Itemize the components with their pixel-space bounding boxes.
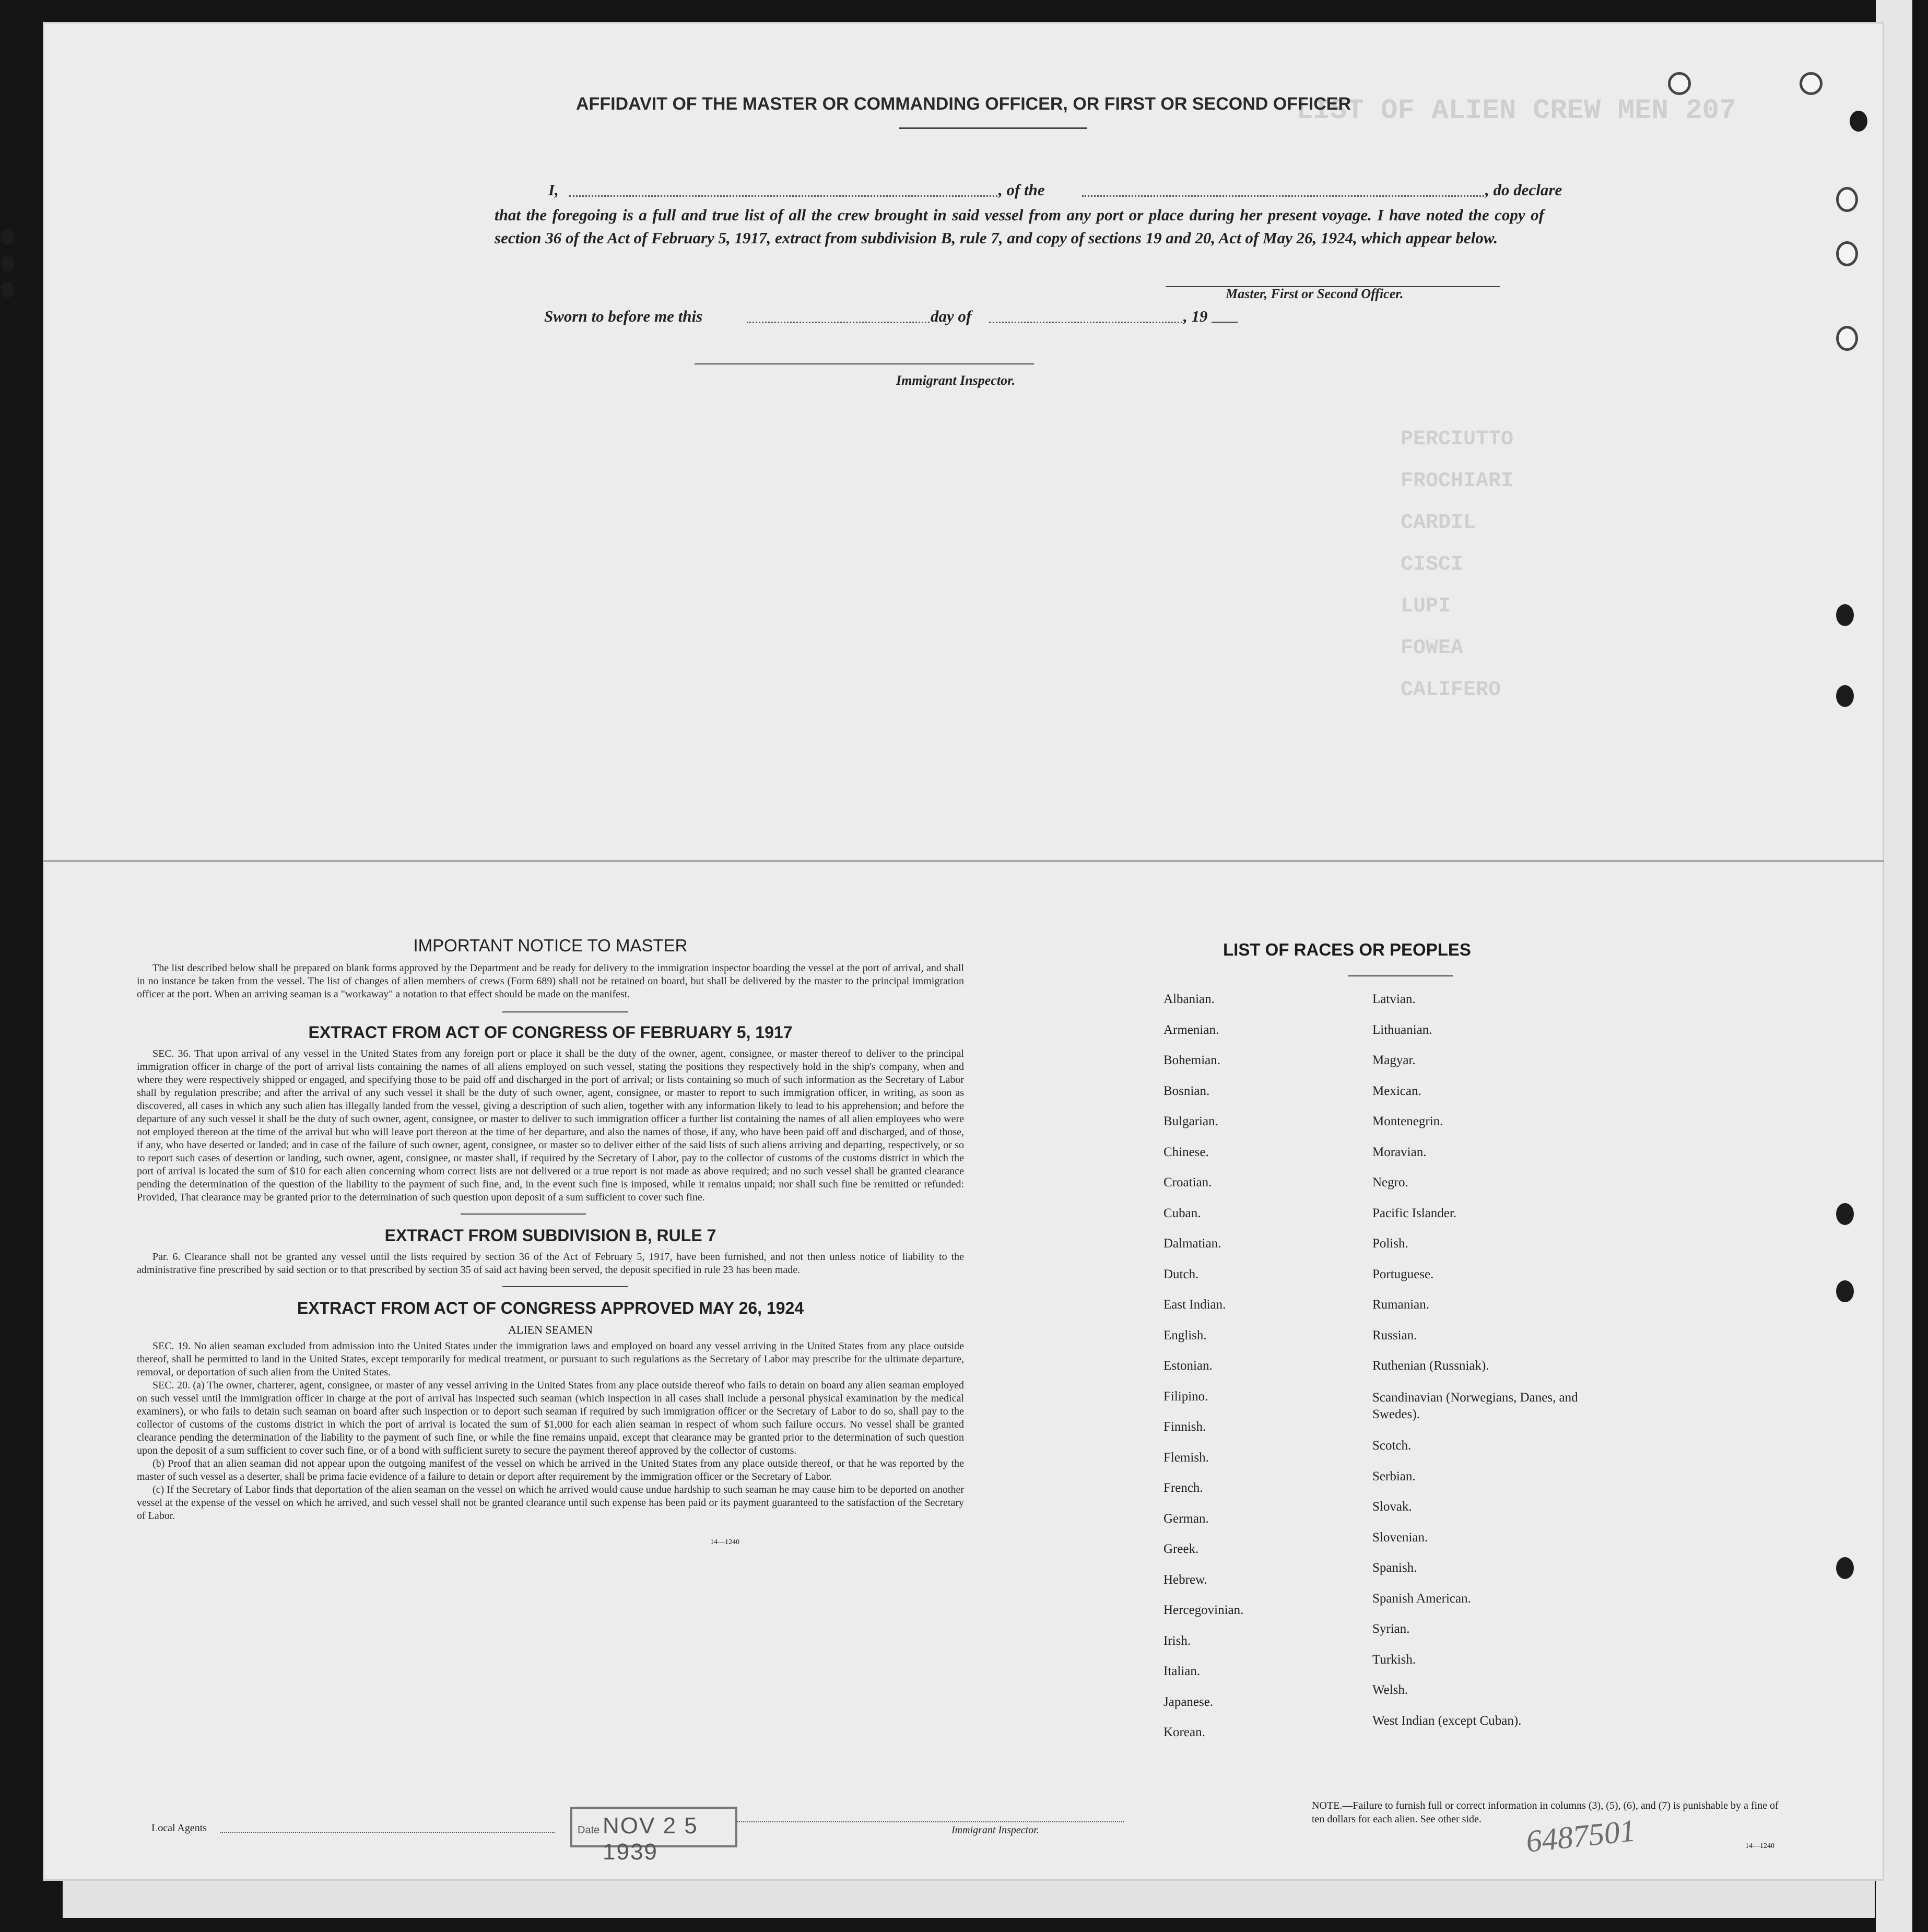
- inspector-signature-line[interactable]: [695, 363, 1034, 364]
- punch-hole: [1836, 187, 1858, 212]
- section-divider: [502, 1286, 628, 1287]
- section-20b-paragraph: (b) Proof that an alien seaman did not appear upon the outgoing manifest of the vessel on which he arrived in the United States from any place outside thereof, or that he was reported by the master of such vessel as a deserter, shall be prima facie evidence of a failure to detain or deport after requirement by the immigration officer or the Secretary of Labor.: [137, 1458, 964, 1482]
- race-item: Rumanian.: [1372, 1298, 1430, 1312]
- sworn-month-line[interactable]: [989, 322, 1182, 323]
- race-item: West Indian (except Cuban).: [1372, 1713, 1522, 1728]
- race-item: Finnish.: [1163, 1420, 1206, 1434]
- race-item: Turkish.: [1372, 1652, 1416, 1667]
- race-item: Russian.: [1372, 1328, 1417, 1342]
- punch-hole: [1836, 1280, 1854, 1302]
- race-item: Ruthenian (Russniak).: [1372, 1359, 1489, 1373]
- section-divider: [502, 1011, 628, 1012]
- extract-1924-text: [137, 1340, 964, 1523]
- notice-text: [137, 962, 964, 1001]
- punch-hole: [1668, 72, 1691, 95]
- declarant-name-line[interactable]: [569, 195, 997, 197]
- footer-note: NOTE.—Failure to furnish full or correct information in columns (3), (5), (6), and (7) is punishable by a fine of ten dollars for each alien. See other side.: [1312, 1800, 1779, 1825]
- race-item: Montenegrin.: [1372, 1114, 1443, 1128]
- bleed-through-column: PERCIUTTO FROCHIARI CARDIL CISCI LUPI FOWEA CALIFERO: [1401, 428, 1514, 702]
- punch-hole: [1836, 685, 1854, 707]
- race-item: Chinese.: [1163, 1145, 1209, 1159]
- race-item: Dutch.: [1163, 1267, 1199, 1281]
- race-item: Polish.: [1372, 1236, 1408, 1251]
- section-19-paragraph: SEC. 19. No alien seaman excluded from admission into the United States under the immigration laws and employed on board any vessel arriving in the United States from any place outside thereof, shall be permitted to land in the United States, except temporarily for medical treatment, or pursuant to such regulations as the Secretary of Labor may prescribe for the ultimate departure, removal, or deportation of such alien from the United States.: [137, 1340, 964, 1378]
- race-item: Syrian.: [1372, 1622, 1410, 1636]
- race-item: Portuguese.: [1372, 1267, 1434, 1281]
- race-item: Latvian.: [1372, 992, 1416, 1006]
- race-item: Bosnian.: [1163, 1083, 1210, 1098]
- race-item: Moravian.: [1372, 1145, 1427, 1159]
- binder-hole: [1, 282, 15, 298]
- extract-1924-title: EXTRACT FROM ACT OF CONGRESS APPROVED MAY 26, 1924: [297, 1299, 804, 1317]
- sworn-year-line[interactable]: [1212, 322, 1238, 323]
- day-of-label: day of: [931, 307, 972, 325]
- extract-rule7-title: EXTRACT FROM SUBDIVISION B, RULE 7: [384, 1226, 716, 1245]
- of-the-label: , of the: [998, 181, 1045, 199]
- fold-line: [43, 860, 1884, 862]
- race-item: Estonian.: [1163, 1359, 1213, 1373]
- punch-hole: [1800, 72, 1823, 95]
- race-item: Irish.: [1163, 1633, 1191, 1648]
- race-item: Pacific Islander.: [1372, 1206, 1457, 1220]
- race-item: Spanish.: [1372, 1561, 1417, 1575]
- declarant-label: I,: [548, 181, 559, 199]
- race-item: Korean.: [1163, 1725, 1205, 1739]
- document-sheet: [43, 22, 1884, 1881]
- left-column: [137, 936, 964, 1547]
- race-item: Cuban.: [1163, 1206, 1201, 1220]
- footer-inspector-line[interactable]: [737, 1821, 1124, 1822]
- race-item: Spanish American.: [1372, 1591, 1471, 1606]
- section-divider: [461, 1214, 586, 1215]
- race-item: Hercegovinian.: [1163, 1603, 1244, 1617]
- race-item: Welsh.: [1372, 1683, 1408, 1697]
- bleed-through-header: LIST OF ALIEN CREW MEN 207: [1296, 95, 1736, 127]
- race-item: Serbian.: [1372, 1469, 1416, 1483]
- notice-paragraph: The list described below shall be prepared on blank forms approved by the Department and be ready for delivery to the immigration inspector boarding the vessel at the port of arrival, and shall in no instance be taken from the vessel. The list of changes of alien members of crews (Form 689) shall not be retained on board, but shall be delivered by the master to the principal immigration officer at the port. When an arriving seaman is a "workaway" a notation to that effect should be made on the manifest.: [137, 962, 964, 1000]
- race-item: Hebrew.: [1163, 1572, 1207, 1587]
- punch-hole: [1836, 326, 1858, 351]
- local-agents-label: Local Agents: [151, 1822, 207, 1834]
- extract-1917-text: [137, 1047, 964, 1204]
- footer-form-number: 14—1240: [1745, 1842, 1774, 1850]
- races-title-underline: [1348, 975, 1453, 976]
- punch-hole: [1836, 1203, 1854, 1225]
- section-20a-paragraph: SEC. 20. (a) The owner, charterer, agent, consignee, or master of any vessel arriving in the United States from any place outside thereof who fails to detain on board any alien seaman employed on such vessel until the immigration officer in charge at the port of arrival has inspected such seaman (which inspection in all cases shall include a personal physical examination by the medical examiners), or who fails to detain such seaman on board after such inspection or to deport such seaman if required by such immigration officer or the Secretary of Labor to do so, shall pay to the collector of customs of the customs district in which the port of arrival is located the sum of $1,000 for each alien seaman in respect of whom such failure occurs. No vessel shall be granted clearance pending the determination of the liability to the payment of such fine, or while the fine remains unpaid, except that clearance may be granted prior to the determination of such question upon the deposit of a sum sufficient to cover such fine, or of a bond with sufficient surety to secure the payment thereof approved by the collector of customs.: [137, 1380, 964, 1456]
- race-item: English.: [1163, 1328, 1207, 1342]
- race-item: Filipino.: [1163, 1389, 1208, 1404]
- sworn-label: Sworn to before me this: [544, 307, 703, 325]
- race-item: East Indian.: [1163, 1298, 1226, 1312]
- sworn-year-label: , 19: [1183, 307, 1208, 325]
- race-item: Magyar.: [1372, 1053, 1416, 1067]
- master-signature-label: Master, First or Second Officer.: [1226, 286, 1404, 301]
- punch-hole: [1836, 604, 1854, 626]
- punch-hole: [1836, 241, 1858, 266]
- stamp-date-label: Date: [578, 1824, 600, 1836]
- do-declare-label: , do declare: [1485, 181, 1562, 199]
- sworn-day-line[interactable]: [747, 322, 930, 323]
- title-underline: [899, 127, 1087, 129]
- notice-title: IMPORTANT NOTICE TO MASTER: [413, 936, 688, 955]
- race-item: Mexican.: [1372, 1083, 1421, 1098]
- race-item: Dalmatian.: [1163, 1236, 1221, 1251]
- handwritten-number: 6487501: [1524, 1813, 1637, 1859]
- race-item: Bulgarian.: [1163, 1114, 1218, 1128]
- punch-hole: [1836, 1557, 1854, 1579]
- race-item: Lithuanian.: [1372, 1022, 1432, 1037]
- race-item: Bohemian.: [1163, 1053, 1221, 1067]
- affidavit-title: AFFIDAVIT OF THE MASTER OR COMMANDING OFFICER, OR FIRST OR SECOND OFFICER: [576, 94, 1351, 114]
- race-item: Greek.: [1163, 1542, 1199, 1556]
- race-item: Italian.: [1163, 1664, 1201, 1678]
- race-item: Flemish.: [1163, 1450, 1209, 1465]
- race-item: Scotch.: [1372, 1439, 1412, 1453]
- date-stamp: [570, 1807, 737, 1865]
- footer-inspector-label: Immigrant Inspector.: [951, 1824, 1039, 1836]
- race-item: Armenian.: [1163, 1022, 1219, 1037]
- race-item: Japanese.: [1163, 1694, 1214, 1709]
- rule7-paragraph: Par. 6. Clearance shall not be granted any vessel until the lists required by section 36 of the Act of February 5, 1917, have been furnished, and not then unless notice of liability to the administrative fine prescribed by said section or to that prescribed by section 35 of said act having been served, the deposit specified in rule 23 has been made.: [137, 1251, 964, 1276]
- race-item: German.: [1163, 1511, 1209, 1526]
- extract-1917-title: EXTRACT FROM ACT OF CONGRESS OF FEBRUARY 5, 1917: [308, 1023, 793, 1042]
- race-item: Albanian.: [1163, 992, 1215, 1006]
- section-20c-paragraph: (c) If the Secretary of Labor finds that deportation of the alien seaman on the vessel on which he arrived would cause undue hardship to such seaman he may cause him to be deported on another vessel at the expense of the vessel on which he arrived, and such vessel shall not be granted clearance until such expense has been paid or its payment guaranteed to the satisfaction of the Secretary of Labor.: [137, 1484, 964, 1522]
- form-number: 14—1240: [710, 1538, 739, 1546]
- vessel-name-line[interactable]: [1082, 195, 1484, 197]
- inspector-signature-label: Immigrant Inspector.: [896, 373, 1016, 388]
- alien-seamen-subtitle: ALIEN SEAMEN: [508, 1323, 593, 1336]
- race-item: Slovenian.: [1372, 1530, 1428, 1545]
- declaration-text: that the foregoing is a full and true list of all the crew brought in said vessel from any port or place during her present voyage. I have noted the copy of section 36 of the Act of February 5, 1917, extract from subdivision B, rule 7, and copy of sections 19 and 20, Act of May 26, 1924, which appear below.: [495, 206, 1544, 247]
- binder-hole: [1, 256, 15, 272]
- extract-rule7-text: [137, 1251, 964, 1277]
- section-36-paragraph: SEC. 36. That upon arrival of any vessel in the United States from any foreign port or place it shall be the duty of the owner, agent, consignee, or master thereof to deliver to the principal immigration officer in charge of the port of arrival lists containing the names of all aliens employed on such vessel, stating the positions they respectively hold in the ship's company, when and where they were respectively shipped or engaged, and specifying those to be paid off and discharged in the port of arrival; or lists containing so much of such information as the Secretary of Labor shall by regulation prescribe; and after the arrival of any such vessel it shall be the duty of such owner, agent, consignee, or master to report to such immigration officer, in writing, as soon as discovered, all cases in which any such alien has illegally landed from the vessel, giving a description of such alien, together with any information likely to lead to his apprehension; and before the departure of any such vessel it shall be the duty of such owner, agent, consignee, or master to deliver to such immigration officer a further list containing the names of all alien employees who were not employed thereon at the time of the arrival but who will leave port thereon at the time of her departure, and also the names of those, if any, who have been paid off and discharged, and of those, if any, who have deserted or landed; and in case of the failure of such owner, agent, consignee, or master so to deliver either of the said lists of such aliens arriving and departing, respectively, or so to report such cases of desertion or landing, such owner, agent, consignee, or master shall, if required by the Secretary of Labor, pay to the collector of customs of the customs district in which the port of arrival is located the sum of $10 for each alien concerning whom correct lists are not delivered or a true report is not made as above required; and no such vessel shall be granted clearance pending the determination of the question of the liability to the payment of such fine, and, in the event such fine is imposed, while it remains unpaid; nor shall such fine be remitted or refunded: Provided, That clearance may be granted prior to the determination of such question upon deposit of a sum sufficient to cover such fine.: [137, 1048, 964, 1203]
- race-item: Slovak.: [1372, 1500, 1412, 1514]
- punch-hole: [1850, 111, 1867, 132]
- race-item: Negro.: [1372, 1175, 1408, 1189]
- binder-hole: [1, 230, 15, 245]
- local-agents-line[interactable]: [220, 1832, 555, 1833]
- races-title: LIST OF RACES OR PEOPLES: [1223, 940, 1471, 959]
- race-item: Scandinavian (Norwegians, Danes, and Swedes).: [1372, 1390, 1578, 1421]
- stamp-date: NOV 2 5 1939: [603, 1813, 698, 1865]
- race-item: French.: [1163, 1481, 1203, 1495]
- race-item: Croatian.: [1163, 1175, 1212, 1189]
